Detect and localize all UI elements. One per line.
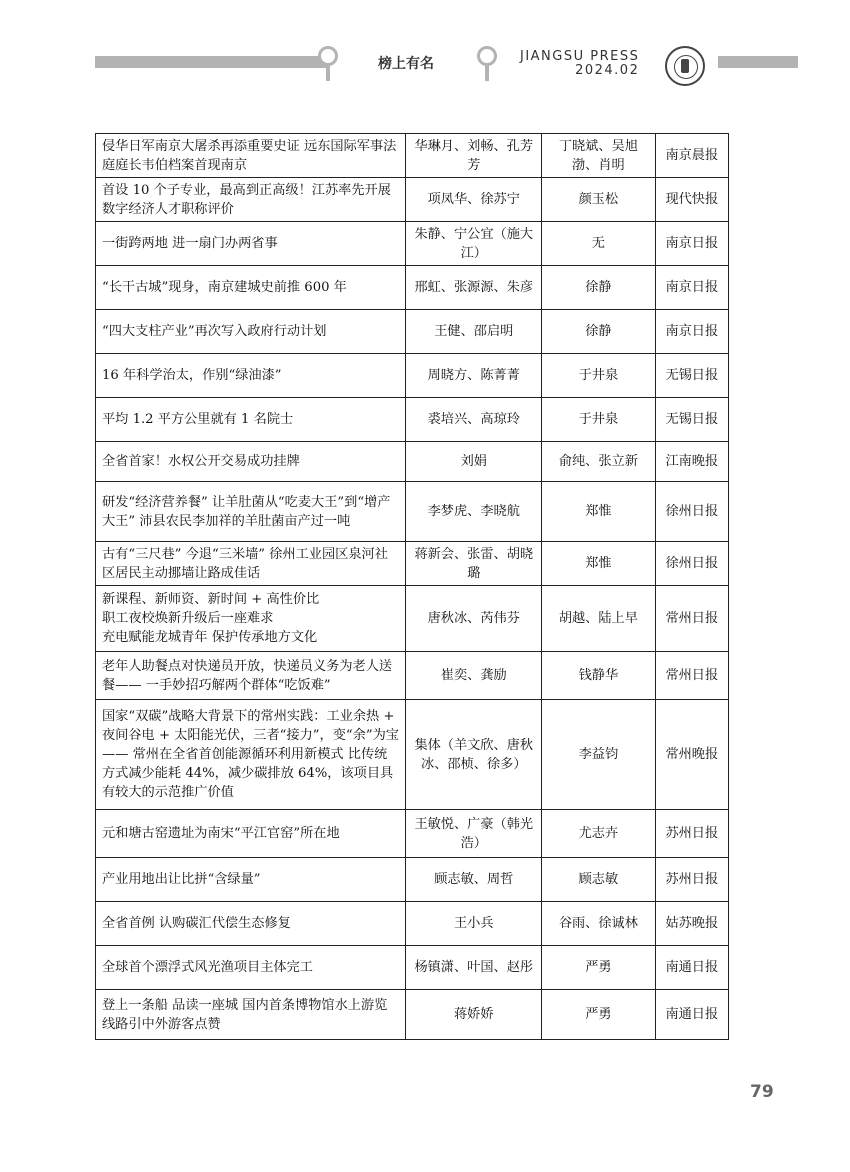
editors-cell: 尤志卉 <box>542 810 656 858</box>
table-row <box>96 542 729 586</box>
media-cell: 姑苏晚报 <box>655 902 728 946</box>
media-cell: 徐州日报 <box>655 542 728 586</box>
authors-cell: 邢虹、张源源、朱彦 <box>406 266 542 310</box>
table-row <box>96 178 729 222</box>
press-masthead <box>520 50 639 78</box>
media-cell: 南京晨报 <box>655 134 728 178</box>
table-row <box>96 134 729 178</box>
authors-cell: 杨镇潇、叶国、赵彤 <box>406 946 542 990</box>
article-title-cell: 国家“双碳”战略大背景下的常州实践：工业余热 + 夜间谷电 + 太阳能光伏，三者“接力”，变“余”为宝—— 常州在全省首创能源循环利用新模式 比传统方式减少能耗 44%，减少碳排放 64%，该项目具有较大的示范推广价值 <box>96 700 406 810</box>
issue-date: 2024.02 <box>575 63 640 78</box>
table-row <box>96 310 729 354</box>
editors-cell: 俞纯、张立新 <box>542 442 656 482</box>
media-cell: 南京日报 <box>655 310 728 354</box>
authors-cell: 李梦虎、李晓航 <box>406 482 542 542</box>
media-cell: 南京日报 <box>655 222 728 266</box>
media-cell: 常州晚报 <box>655 700 728 810</box>
media-cell: 现代快报 <box>655 178 728 222</box>
media-cell: 南京日报 <box>655 266 728 310</box>
editors-cell: 于井泉 <box>542 398 656 442</box>
editors-cell: 严勇 <box>542 946 656 990</box>
header-bar-right <box>718 56 798 68</box>
table-row <box>96 398 729 442</box>
editors-cell: 胡越、陆上早 <box>542 586 656 652</box>
authors-cell: 顾志敏、周哲 <box>406 858 542 902</box>
media-cell: 南通日报 <box>655 946 728 990</box>
table-row <box>96 354 729 398</box>
authors-cell: 蒋新会、张雷、胡晓璐 <box>406 542 542 586</box>
media-cell: 江南晚报 <box>655 442 728 482</box>
table-row <box>96 266 729 310</box>
authors-cell: 崔奕、龚励 <box>406 652 542 700</box>
editors-cell: 钱静华 <box>542 652 656 700</box>
article-title-cell: 古有“三尺巷” 今退“三米墙” 徐州工业园区泉河社区居民主动挪墙让路成佳话 <box>96 542 406 586</box>
article-title-cell: 产业用地出让比拼“含绿量” <box>96 858 406 902</box>
article-title-cell: 平均 1.2 平方公里就有 1 名院士 <box>96 398 406 442</box>
article-title-cell: 新课程、新师资、新时间 + 高性价比 职工夜校焕新升级后一座难求 充电赋能龙城青年 保护传承地方文化 <box>96 586 406 652</box>
article-title-cell: 一街跨两地 进一扇门办两省事 <box>96 222 406 266</box>
article-title-cell: 16 年科学治太，作别“绿油漆” <box>96 354 406 398</box>
table-row <box>96 946 729 990</box>
authors-cell: 王敏悦、广豪（韩光浩） <box>406 810 542 858</box>
article-title-cell: 元和塘古窑遗址为南宋“平江官窑”所在地 <box>96 810 406 858</box>
page-number: 79 <box>750 1082 774 1102</box>
authors-cell: 周晓方、陈菁菁 <box>406 354 542 398</box>
authors-cell: 唐秋冰、芮伟芬 <box>406 586 542 652</box>
media-cell: 无锡日报 <box>655 354 728 398</box>
awards-table <box>95 133 729 1040</box>
table-row <box>96 990 729 1040</box>
article-title-cell: 全球首个漂浮式风光渔项目主体完工 <box>96 946 406 990</box>
section-title: 榜上有名 <box>378 56 434 72</box>
article-title-cell: 全省首家！水权公开交易成功挂牌 <box>96 442 406 482</box>
table-row <box>96 442 729 482</box>
pin-icon <box>477 46 497 66</box>
editors-cell: 李益钧 <box>542 700 656 810</box>
editors-cell: 无 <box>542 222 656 266</box>
press-name: JIANGSU PRESS <box>520 49 640 64</box>
authors-cell: 王小兵 <box>406 902 542 946</box>
article-title-cell: “长干古城”现身，南京建城史前推 600 年 <box>96 266 406 310</box>
editors-cell: 郑惟 <box>542 542 656 586</box>
media-cell: 徐州日报 <box>655 482 728 542</box>
article-title-cell: 侵华日军南京大屠杀再添重要史证 远东国际军事法庭庭长韦伯档案首现南京 <box>96 134 406 178</box>
editors-cell: 郑惟 <box>542 482 656 542</box>
media-cell: 苏州日报 <box>655 810 728 858</box>
table-row <box>96 482 729 542</box>
table-row <box>96 700 729 810</box>
media-cell: 苏州日报 <box>655 858 728 902</box>
press-logo-icon <box>665 46 705 86</box>
editors-cell: 丁晓斌、吴旭渤、肖明 <box>542 134 656 178</box>
authors-cell: 朱静、宁公宜（施大江） <box>406 222 542 266</box>
editors-cell: 徐静 <box>542 266 656 310</box>
article-title-cell: 登上一条船 品读一座城 国内首条博物馆水上游览线路引中外游客点赞 <box>96 990 406 1040</box>
table-row <box>96 858 729 902</box>
table-row <box>96 222 729 266</box>
editors-cell: 严勇 <box>542 990 656 1040</box>
media-cell: 常州日报 <box>655 586 728 652</box>
editors-cell: 谷雨、徐诚林 <box>542 902 656 946</box>
table-row <box>96 586 729 652</box>
article-title-cell: 研发“经济营养餐” 让羊肚菌从“吃麦大王”到“增产大王” 沛县农民李加祥的羊肚菌亩产过一吨 <box>96 482 406 542</box>
media-cell: 常州日报 <box>655 652 728 700</box>
authors-cell: 蒋娇娇 <box>406 990 542 1040</box>
authors-cell: 裘培兴、高琼玲 <box>406 398 542 442</box>
authors-cell: 华琳月、刘畅、孔芳芳 <box>406 134 542 178</box>
pin-icon <box>318 46 338 66</box>
authors-cell: 刘娟 <box>406 442 542 482</box>
editors-cell: 徐静 <box>542 310 656 354</box>
table-row <box>96 652 729 700</box>
media-cell: 无锡日报 <box>655 398 728 442</box>
editors-cell: 于井泉 <box>542 354 656 398</box>
authors-cell: 集体（羊文欣、唐秋冰、邵桢、徐多） <box>406 700 542 810</box>
media-cell: 南通日报 <box>655 990 728 1040</box>
header-bar-left <box>95 56 327 68</box>
article-title-cell: 首设 10 个子专业，最高到正高级！江苏率先开展数字经济人才职称评价 <box>96 178 406 222</box>
article-title-cell: “四大支柱产业”再次写入政府行动计划 <box>96 310 406 354</box>
editors-cell: 颜玉松 <box>542 178 656 222</box>
article-title-cell: 全省首例 认购碳汇代偿生态修复 <box>96 902 406 946</box>
editors-cell: 顾志敏 <box>542 858 656 902</box>
authors-cell: 项凤华、徐苏宁 <box>406 178 542 222</box>
table-row <box>96 810 729 858</box>
article-title-cell: 老年人助餐点对快递员开放，快递员义务为老人送餐—— 一手妙招巧解两个群体“吃饭难” <box>96 652 406 700</box>
table-row <box>96 902 729 946</box>
authors-cell: 王健、邵启明 <box>406 310 542 354</box>
